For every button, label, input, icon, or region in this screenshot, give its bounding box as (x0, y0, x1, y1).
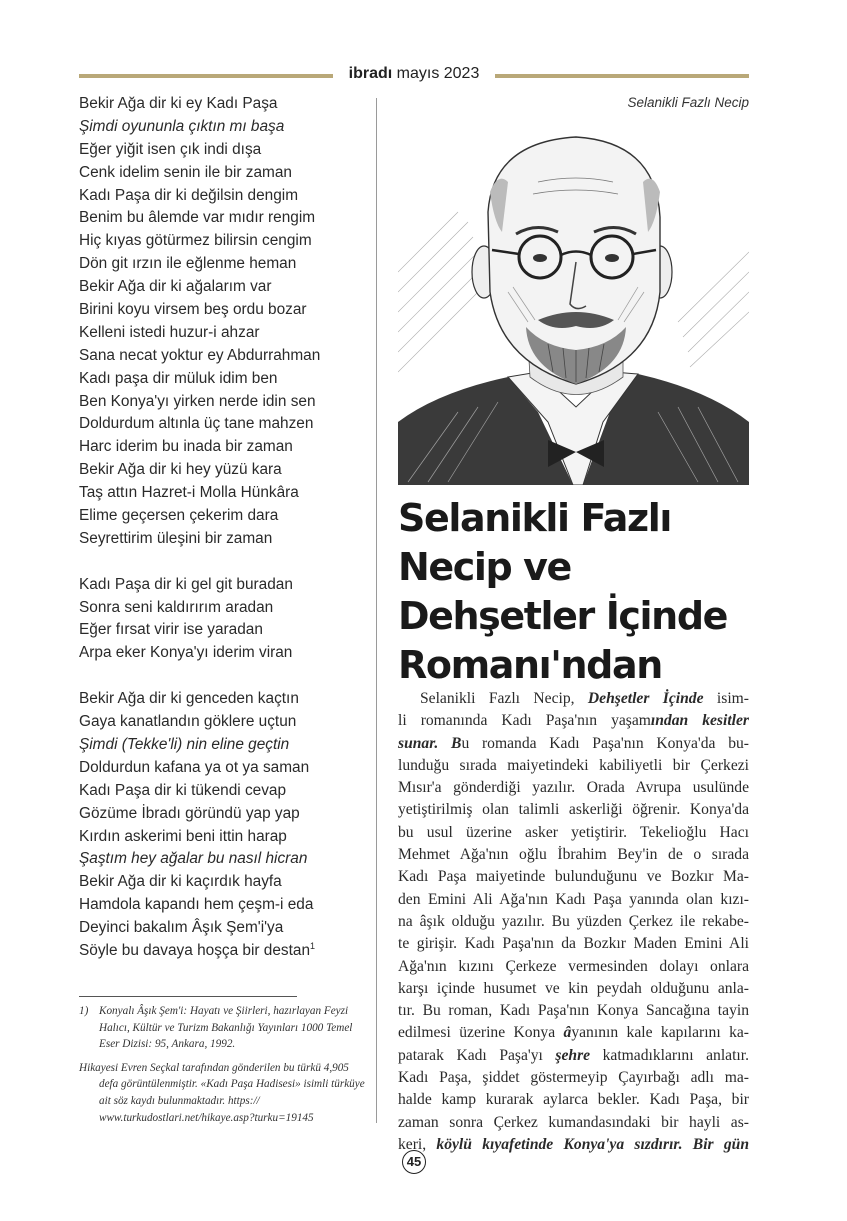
poem-line-text: Bekir Ağa dir ki kaçırdık hayfa (79, 873, 282, 891)
poem-line-text: Doldurdum altınla üç tane mahzen (79, 415, 314, 433)
poem-line-text: Gaya kanatlandın göklere uçtun (79, 713, 297, 731)
headline-line: Romanı'ndan (398, 643, 662, 687)
poem-line-text: Sonra seni kaldırırım aradan (79, 598, 274, 616)
body-text: lunduğu sırada maiyetindeki kabiliyetli bir Çerkezi (398, 756, 749, 774)
poem-line (79, 894, 369, 917)
body-line (398, 844, 749, 866)
poem-line (79, 848, 369, 871)
poem-line (79, 391, 369, 414)
body-line (398, 1112, 749, 1134)
body-text: isim- (703, 690, 749, 707)
body-text: Mehmet Ağa'nın oğlu İbrahim Bey'in de o sırada (398, 846, 749, 864)
poem-line-text: Eğer yiğit isen çık indi dışa (79, 140, 262, 158)
body-line (398, 889, 749, 911)
poem-line (79, 162, 369, 185)
poem-line (79, 757, 369, 780)
poem-line (79, 459, 369, 482)
poem-line (79, 368, 369, 391)
portrait-caption: Selanikli Fazlı Necip (627, 95, 749, 110)
body-line (398, 710, 749, 732)
body-text: edilmesi üzerine Konya (398, 1024, 564, 1042)
body-text: Ağa'nın kızını Çerkeze vermesinden dolayı onlara (398, 957, 749, 975)
headline-line: Dehşetler İçinde (398, 594, 728, 638)
poem-line-text: Şimdi oyununla çıktın mı başa (79, 117, 285, 135)
body-text: Kadı Paşa, şiddet göstermeyip Çayırbağı adlı ma- (398, 1069, 749, 1087)
column-divider (376, 98, 377, 1123)
body-line (398, 1067, 749, 1089)
poem-line-text: Elime geçersen çekerim dara (79, 507, 279, 525)
poem-line-text: Gözüme İbradı göründü yap yap (79, 804, 300, 822)
body-line (398, 956, 749, 978)
poem-line (79, 917, 369, 940)
poem-line-text: Söyle bu davaya hoşça bir destan (79, 941, 311, 959)
poem-line-text: Şaştım hey ağalar bu nasıl hicran (79, 850, 308, 868)
poem-line-text: Bekir Ağa dir ki genceden kaçtın (79, 690, 299, 708)
poem-line-text: Bekir Ağa dir ki hey yüzü kara (79, 461, 282, 479)
body-text: Kadı Paşa maiyetinde bulunduğunu ve Bozkır Ma- (398, 868, 749, 886)
footnote-1-text: Konyalı Âşık Şem'i: Hayatı ve Şiirleri, hazırlayan Feyzi Halıcı, Kültür ve Turizm Bakanlığı Yayınları 1000 Temel Eser Dizisi: 95, Ankara, 1992. (99, 1005, 353, 1051)
body-line (398, 733, 749, 755)
poem-line-text: Benim bu âlemde var mıdır rengim (79, 209, 316, 227)
body-line (398, 1134, 749, 1156)
poem-line (79, 871, 369, 894)
stanza-gap (79, 665, 369, 688)
body-text: katmadıklarını anlatır. (590, 1046, 749, 1064)
poem-line-text: Taş attın Hazret-i Molla Hünkâra (79, 484, 299, 502)
poem-line (79, 574, 369, 597)
poem-line (79, 597, 369, 620)
poem-line (79, 528, 369, 551)
portrait-illustration (398, 122, 749, 485)
poem-line-text: Kadı Paşa dir ki tükendi cevap (79, 781, 287, 799)
body-line (398, 822, 749, 844)
poem-line-text: Sana necat yoktur ey Abdurrahman (79, 346, 321, 364)
body-line (398, 777, 749, 799)
poem-line-text: Dön git ırzın ile eğlenme heman (79, 255, 297, 273)
body-line (398, 1022, 749, 1044)
poem-line-text: Kırdın askerimi beni ittin harap (79, 827, 287, 845)
body-text: yanının kale kapılarını ka- (571, 1024, 749, 1042)
poem-line (79, 322, 369, 345)
poem-line (79, 711, 369, 734)
poem-line-text: Birini koyu virsem beş ordu bozar (79, 301, 307, 319)
stanza-gap (79, 551, 369, 574)
poem-line (79, 413, 369, 436)
body-text: zaman sonra Çerkez kumandasındaki bir hayli as- (398, 1113, 749, 1131)
poem-line-text: Bekir Ağa dir ki ey Kadı Paşa (79, 95, 278, 112)
poem-line-text: Kadı Paşa dir ki gel git buradan (79, 575, 293, 593)
page-number: 45 (402, 1150, 426, 1174)
body-line (398, 933, 749, 955)
issue-date: mayıs 2023 (396, 65, 480, 82)
poem-line (79, 345, 369, 368)
body-emphasis: köylü kıyafetinde Konya'ya sızdırır. Bir gün (436, 1135, 750, 1153)
footnote-number: 1) (79, 1005, 89, 1017)
body-emphasis: sunar. B (398, 734, 462, 752)
article-body (398, 688, 749, 1156)
poem-line (79, 253, 369, 276)
poem-line (79, 139, 369, 162)
poem-line-text: Cenk idelim senin ile bir zaman (79, 163, 292, 181)
header-rule-right (495, 74, 749, 78)
body-text: den Emini Ali Ağa'nın Kadı Paşa yanında olan kızı- (398, 890, 749, 908)
body-text: yetiştirilmiş olan talimli askerliği öğrenir. Konya'da (398, 801, 749, 819)
poem-line (79, 619, 369, 642)
body-line (398, 1045, 749, 1067)
poem-line (79, 734, 369, 757)
body-emphasis: â (563, 1024, 572, 1042)
body-line (398, 911, 749, 933)
body-text: patarak Kadı Paşa'yı (398, 1046, 556, 1064)
poem-line-text: Ben Konya'yı yirken nerde idin sen (79, 392, 316, 410)
body-text: li romanında Kadı Paşa'nın yaşam (398, 712, 651, 730)
header-title (341, 62, 487, 86)
poem-line (79, 826, 369, 849)
header-rule-left (79, 74, 333, 78)
page-header (79, 62, 749, 86)
body-text: na âşık olduğu yazılır. Bu yüzden Çerkez ile rekabe- (398, 912, 749, 930)
poem-line (79, 116, 369, 139)
body-text: bu usul üzerine asker yetiştirir. Tekelioğlu Hacı (398, 823, 749, 841)
footnote-rule (79, 996, 297, 997)
poem-line (79, 642, 369, 665)
poem-line (79, 185, 369, 208)
magazine-name: ibradı (348, 65, 393, 82)
poem-line-text: Arpa eker Konya'yı iderim viran (79, 644, 293, 662)
poem-line (79, 940, 369, 963)
poem (79, 93, 369, 963)
body-emphasis: şehre (555, 1046, 591, 1064)
poem-line-text: Şimdi (Tekke'li) nin eline geçtin (79, 735, 290, 753)
footnote-1 (79, 1003, 369, 1053)
body-line (398, 1089, 749, 1111)
poem-line (79, 436, 369, 459)
article-headline (398, 494, 758, 690)
poem-line (79, 780, 369, 803)
body-emphasis: ından kesitler (650, 712, 749, 730)
body-text: tır. Bu roman, Kadı Paşa'nın Konya Sancağına tayin (398, 1002, 749, 1020)
body-text: keri, (398, 1135, 437, 1153)
footnote-2: Hikayesi Evren Seçkal tarafından gönderilen bu türkü 4,905 defa görüntülenmiştir. «Kadı Paşa Hadisesi» isimli türküye ait söz kaydı bulunmaktadır. https:// www.turkudostlari.net/hikaye.asp?turku=19145 (79, 1061, 365, 1124)
body-line (398, 755, 749, 777)
poem-line-text: Harc iderim bu inada bir zaman (79, 438, 293, 456)
headline-line: Necip ve (398, 545, 571, 589)
poem-line (79, 230, 369, 253)
poem-line (79, 688, 369, 711)
headline-line: Selanikli Fazlı (398, 496, 671, 540)
poem-line (79, 276, 369, 299)
body-line (398, 799, 749, 821)
poem-line (79, 299, 369, 322)
poem-line-text: Bekir Ağa dir ki ağalarım var (79, 278, 272, 296)
body-text: karşı içinde husumet ve kin peydah olduğunu anla- (398, 979, 749, 997)
body-line (398, 866, 749, 888)
body-text: halde kamp kurarak aylarca bekler. Kadı Paşa, bir (398, 1091, 749, 1109)
poem-line (79, 803, 369, 826)
poem-line (79, 93, 369, 116)
body-text: Mısır'a gönderdiği yazılır. Orada Avrupa usulünde (398, 779, 749, 797)
poem-line-text: Kelleni istedi huzur-i ahzar (79, 323, 260, 341)
footnote-reference: 1 (310, 940, 316, 951)
body-emphasis: Dehşetler İçinde (587, 690, 704, 707)
poem-line (79, 482, 369, 505)
poem-line-text: Seyrettirim üleşini bir zaman (79, 529, 273, 547)
poem-line-text: Eğer fırsat virir ise yaradan (79, 621, 263, 639)
body-text: te girişir. Kadı Paşa'nın da Bozkır Maden Emini Ali (398, 935, 749, 953)
body-text: u romanda Kadı Paşa'nın Konya'da bu- (461, 734, 749, 752)
poem-line-text: Hamdola kapandı hem çeşm-i eda (79, 896, 314, 914)
body-text: Selanikli Fazlı Necip, (420, 690, 588, 707)
poem-line-text: Deyinci bakalım Âşık Şem'i'ya (79, 919, 284, 937)
poem-line-text: Doldurdun kafana ya ot ya saman (79, 758, 310, 776)
body-line (398, 1000, 749, 1022)
poem-line (79, 505, 369, 528)
footnotes (79, 1003, 369, 1126)
poem-line-text: Hiç kıyas götürmez bilirsin cengim (79, 232, 312, 250)
body-line (398, 978, 749, 1000)
poem-line-text: Kadı paşa dir müluk idim ben (79, 369, 278, 387)
poem-line (79, 207, 369, 230)
body-line (398, 688, 749, 710)
poem-line-text: Kadı Paşa dir ki değilsin dengim (79, 186, 299, 204)
